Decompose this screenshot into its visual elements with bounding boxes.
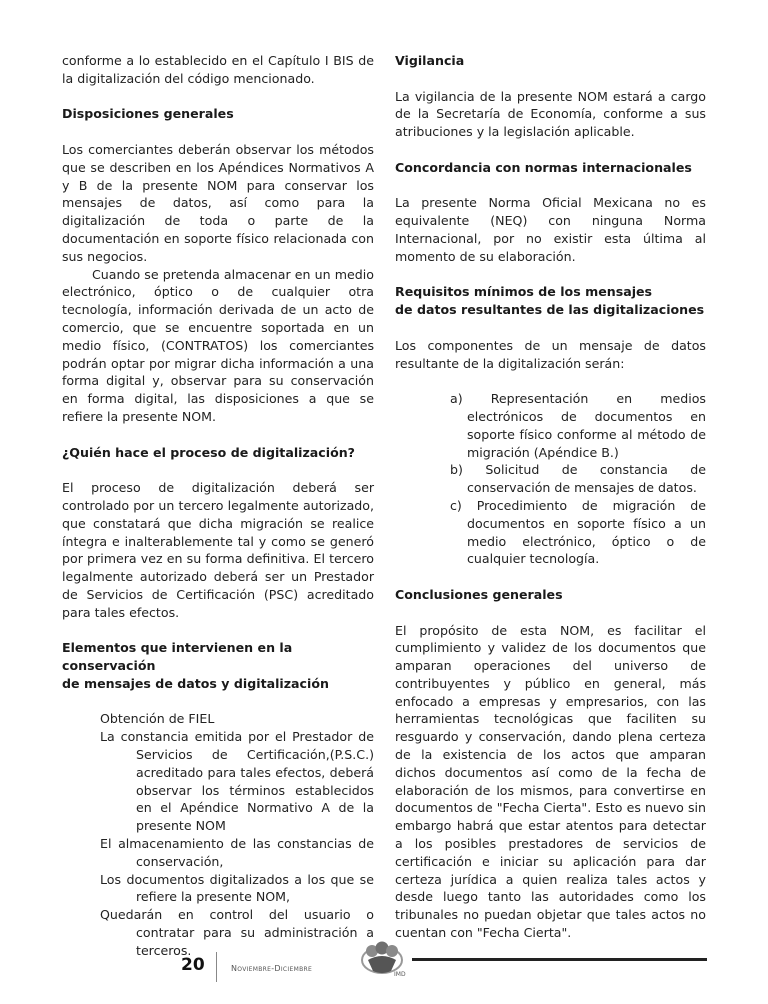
list-item: Los documentos digitalizados a los que se refiere la presente NOM, [100,871,374,905]
heading-requisitos-line-1: Requisitos mínimos de los mensajes [395,284,653,300]
heading-requisitos-line-2: de datos resultantes de las digitalizaciones [395,302,705,318]
list-item: a) Representación en medios electrónicos de documentos en soporte físico conforme al método de migración (Apéndice B.) [450,391,706,460]
heading-elementos-line-1: Elementos que intervienen en la conservación [62,640,293,674]
concordancia-paragraph: La presente Norma Oficial Mexicana no es equivalente (NEQ) con ninguna Norma Internacional, por no existir esta última al momento de su elaboración. [395,195,706,264]
heading-quien: ¿Quién hace el proceso de digitalización? [62,444,355,460]
intro-paragraph: conforme a lo establecido en el Capítulo I BIS de la digitalización del código mencionado. [62,53,374,86]
left-column [62,52,374,960]
page-number: 20 [181,955,205,975]
list-item: c) Procedimiento de migración de documentos en soporte físico a un medio electrónico, óptico o de cualquier tecnología. [450,497,706,567]
quien-paragraph: El proceso de digitalización deberá ser controlado por un tercero legalmente autorizado, que constatará que dicha migración se realice íntegra e inalterablemente tal y como se generó por primera vez en su forma definitiva. El tercero legalmente autorizado deberá ser un Prestador de Servicios de Certificación (PSC) acreditado para tales efectos. [62,480,374,620]
heading-conclusiones: Conclusiones generales [395,586,563,602]
publisher-logo [358,938,414,978]
conclusiones-paragraph: El propósito de esta NOM, es facilitar el cumplimiento y validez de los documentos que amparan operaciones del universo de contribuyentes y público en general, más enfocado a empresas y empresarios, con las herramientas tecnológicas que faciliten su resguardo y conservación, dando plena certeza de la existencia de los actos que amparan dichos documentos así como de la fecha de elaboración de los mismos, para convertirse en documentos de "Fecha Cierta". Esto es nuevo sin embargo habrá que estar atentos para detectar a los posibles prestadores de servicios de certificación e iniciar su aplicación para dar certeza jurídica a quien realiza tales actos y desde luego tanto las autoridades como los tribunales no puedan objetar que tales actos no cuentan con "Fecha Cierta". [395,622,706,941]
heading-elementos-line-2: de mensajes de datos y digitalización [62,675,329,691]
disposiciones-paragraph-1: Los comerciantes deberán observar los métodos que se describen en los Apéndices Normativos A y B de la presente NOM para conservar los mensajes de datos, así como para la digitalización de toda o parte de la documentación en soporte físico relacionada con sus negocios. [62,141,374,264]
list-item: Obtención de FIEL [100,711,215,727]
heading-elementos [62,639,374,692]
list-item: Quedarán en control del usuario o contratar para su administración a terceros. [100,907,374,958]
footer-rule [412,958,707,961]
logo-text: IMD [394,971,406,978]
heading-requisitos [395,283,706,319]
heading-vigilancia: Vigilancia [395,53,465,68]
vigilancia-paragraph: La vigilancia de la presente NOM estará a cargo de la Secretaría de Economía, conforme a sus atribuciones y la legislación aplicable. [395,88,706,140]
right-column [395,52,706,942]
footer-divider [216,952,217,982]
list-item: El almacenamiento de las constancias de conservación, [100,836,374,869]
issue-label: Noviembre-Diciembre [231,964,313,973]
list-item: b) Solicitud de constancia de conservación de mensajes de datos. [450,462,706,496]
list-item: La constancia emitida por el Prestador de Servicios de Certificación,(P.S.C.) acreditado para tales efectos, deberá observar los términos establecidos en el Apéndice Normativo A de la presente NOM [100,729,374,834]
requisitos-paragraph: Los componentes de un mensaje de datos resultante de la digitalización serán: [395,337,706,371]
disposiciones-paragraph-2: Cuando se pretenda almacenar en un medio electrónico, óptico o de cualquier otra tecnología, información derivada de un acto de comercio, que se encuentre soportada en un medio físico, (CONTRATOS) los comerciantes podrán optar por migrar dicha información a una forma digital y, observar para su conservación en forma digital, las disposiciones a que se refiere la presente NOM. [62,266,374,424]
requisitos-list [431,390,706,568]
heading-disposiciones: Disposiciones generales [62,106,234,122]
elementos-list [100,710,374,959]
heading-concordancia: Concordancia con normas internacionales [395,159,692,175]
